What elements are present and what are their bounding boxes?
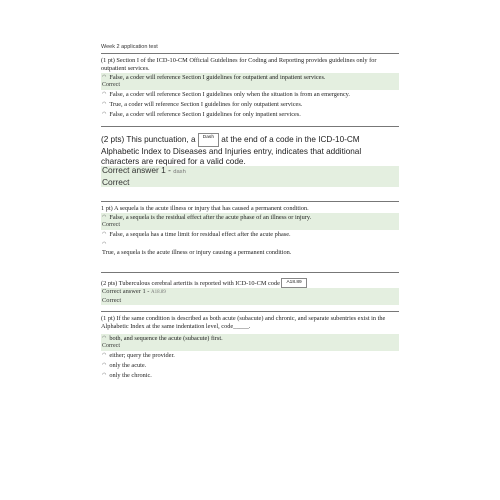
question-2 bbox=[101, 133, 399, 187]
correct-indicator: Correct bbox=[102, 82, 120, 88]
option-label: False, a sequela is the residual effect after the acute phase of an illness or injury. bbox=[109, 214, 312, 221]
question-2-text-start: (2 pts) This punctuation, a bbox=[101, 135, 198, 144]
divider bbox=[101, 126, 399, 127]
question-1-option-d[interactable] bbox=[101, 110, 399, 120]
correct-indicator: Correct bbox=[102, 343, 120, 349]
question-3-option-a[interactable] bbox=[101, 213, 399, 230]
radio-button-icon[interactable]: ◠ bbox=[102, 363, 107, 368]
option-label: False, a coder will reference Section I guidelines for only inpatient services. bbox=[109, 111, 301, 118]
question-5-option-a[interactable] bbox=[101, 334, 399, 351]
answer-input[interactable]: Dash bbox=[198, 133, 219, 147]
divider bbox=[101, 272, 399, 273]
question-5-text: (1 pt) If the same condition is described as both acute (subacute) and chronic, and separate subentries exist in the Alphabetic Index at the same indentation level, code_____. bbox=[101, 315, 386, 330]
radio-button-icon[interactable]: ◠ bbox=[102, 215, 107, 220]
question-1 bbox=[101, 57, 399, 120]
radio-button-icon[interactable]: ◠ bbox=[102, 112, 107, 117]
question-5-option-c[interactable] bbox=[101, 361, 399, 371]
option-label: False, a coder will reference Section I guidelines for outpatient and inpatient services. bbox=[109, 74, 326, 81]
question-4-text bbox=[101, 278, 399, 288]
radio-button-icon[interactable]: ◠ bbox=[102, 353, 107, 358]
question-1-option-c[interactable] bbox=[101, 100, 399, 110]
correct-answer-label: Correct answer 1 - bbox=[102, 165, 174, 175]
divider bbox=[101, 311, 399, 312]
question-3-text: 1 pt) A sequela is the acute illness or injury that has caused a permanent condition. bbox=[101, 205, 309, 212]
radio-button-icon[interactable]: ◠ bbox=[102, 373, 107, 378]
question-1-option-a[interactable] bbox=[101, 73, 399, 90]
correct-indicator: Correct bbox=[102, 297, 122, 304]
question-5-option-d[interactable] bbox=[101, 371, 399, 381]
correct-answer-value: A18.89 bbox=[150, 290, 166, 295]
question-3-option-b[interactable] bbox=[101, 230, 399, 240]
question-5-option-b[interactable] bbox=[101, 351, 399, 361]
radio-button-icon[interactable]: ◠ bbox=[102, 75, 107, 80]
option-label: only the chronic. bbox=[109, 372, 152, 379]
question-3-option-c[interactable] bbox=[101, 240, 399, 258]
option-label: False, a coder will reference Section I guidelines only when the situation is from an emergency. bbox=[109, 91, 350, 98]
radio-button-icon[interactable]: ◠ bbox=[102, 242, 107, 247]
correct-indicator: Correct bbox=[102, 222, 120, 228]
radio-button-icon[interactable]: ◠ bbox=[102, 232, 107, 237]
correct-answer-line bbox=[102, 288, 398, 297]
correct-indicator: Correct bbox=[102, 176, 130, 187]
question-1-option-b[interactable] bbox=[101, 90, 399, 100]
question-2-text bbox=[101, 133, 399, 166]
correct-answer-block bbox=[101, 288, 399, 305]
option-label: either; query the provider. bbox=[109, 352, 175, 359]
question-4-text-start: (2 pts) Tuberculous cerebral arteritis is reported with ICD-10-CM code bbox=[101, 280, 282, 287]
question-2-text-end: at the end of a code in the ICD-10-CM Alphabetic Index to Diseases and Injuries entry, indicates that additional characters are required for a valid code. bbox=[101, 135, 362, 166]
correct-answer-value: dash bbox=[173, 169, 186, 175]
question-5 bbox=[101, 315, 399, 381]
option-label: True, a coder will reference Section I guidelines for only outpatient services. bbox=[109, 101, 303, 108]
correct-answer-block bbox=[101, 166, 399, 187]
question-1-text: (1 pt) Section I of the ICD-10-CM Official Guidelines for Coding and Reporting provides guidelines only for outpatient services. bbox=[101, 57, 377, 72]
document-title: Week 2 application test bbox=[101, 44, 158, 50]
radio-button-icon[interactable]: ◠ bbox=[102, 92, 107, 97]
option-label: only the acute. bbox=[109, 362, 147, 369]
divider bbox=[101, 53, 399, 54]
divider bbox=[101, 201, 399, 202]
radio-button-icon[interactable]: ◠ bbox=[102, 102, 107, 107]
radio-button-icon[interactable]: ◠ bbox=[102, 336, 107, 341]
test-page bbox=[101, 44, 399, 387]
option-label: both, and sequence the acute (subacute) first. bbox=[109, 335, 223, 342]
option-label: True, a sequela is the acute illness or injury causing a permanent condition. bbox=[102, 249, 292, 256]
option-label: False, a sequela has a time limit for residual effect after the acute phase. bbox=[109, 231, 291, 238]
correct-answer-label: Correct answer 1 - bbox=[102, 288, 151, 295]
answer-input[interactable]: A18.89 bbox=[281, 278, 306, 288]
correct-answer-line bbox=[102, 166, 398, 178]
question-4 bbox=[101, 278, 399, 305]
question-3 bbox=[101, 205, 399, 258]
